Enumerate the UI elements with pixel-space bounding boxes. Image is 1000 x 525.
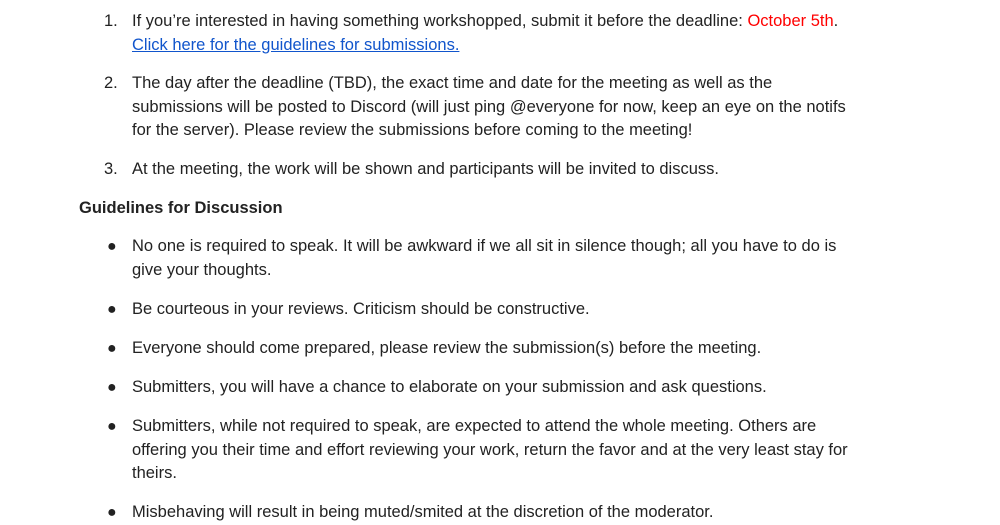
submission-guidelines-link[interactable]: Click here for the guidelines for submissions.: [132, 35, 460, 54]
step-text: [132, 72, 922, 143]
guideline-line: theirs.: [132, 464, 177, 482]
guideline-text: [132, 298, 922, 322]
guideline-line: No one is required to speak. It will be awkward if we all sit in silence though; all you have to do is: [132, 237, 837, 255]
deadline-date: October 5th: [747, 12, 834, 30]
guideline-line: offering you their time and effort reviewing your work, return the favor and at the very least stay for: [132, 440, 848, 459]
bullet-icon: ●: [107, 238, 117, 255]
step-text-after-deadline: .: [833, 12, 839, 30]
guideline-text: [132, 415, 922, 486]
guideline-text: [132, 337, 922, 361]
guideline-line: give your thoughts.: [132, 260, 272, 279]
step-text: [132, 10, 922, 57]
guidelines-heading: Guidelines for Discussion: [79, 199, 283, 217]
step-line: for the server). Please review the submissions before coming to the meeting!: [132, 121, 693, 139]
step-text-before-deadline: If you’re interested in having something workshopped, submit it before the deadline:: [132, 12, 748, 30]
bullet-icon: ●: [107, 418, 117, 435]
list-number: 1.: [104, 12, 118, 30]
guideline-line: Submitters, while not required to speak, are expected to attend the whole meeting. Others are: [132, 417, 817, 435]
step-line: The day after the deadline (TBD), the exact time and date for the meeting as well as the: [132, 74, 773, 92]
list-number: 3.: [104, 160, 118, 178]
guideline-text: [132, 235, 922, 282]
bullet-icon: ●: [107, 379, 117, 396]
step-line: [132, 10, 922, 34]
guideline-line: Submitters, you will have a chance to elaborate on your submission and ask questions.: [132, 378, 767, 396]
guideline-text: [132, 376, 922, 400]
guideline-line: Be courteous in your reviews. Criticism should be constructive.: [132, 300, 590, 318]
step-line: submissions will be posted to Discord (will just ping @everyone for now, keep an eye on the notifs: [132, 97, 846, 116]
bullet-icon: ●: [107, 340, 117, 357]
guideline-line: Misbehaving will result in being muted/smited at the discretion of the moderator.: [132, 503, 714, 521]
step-text: [132, 158, 922, 182]
list-number: 2.: [104, 74, 118, 92]
guideline-text: [132, 501, 922, 525]
guideline-line: Everyone should come prepared, please review the submission(s) before the meeting.: [132, 339, 762, 357]
bullet-icon: ●: [107, 301, 117, 318]
step-line: At the meeting, the work will be shown and participants will be invited to discuss.: [132, 160, 719, 178]
bullet-icon: ●: [107, 504, 117, 521]
